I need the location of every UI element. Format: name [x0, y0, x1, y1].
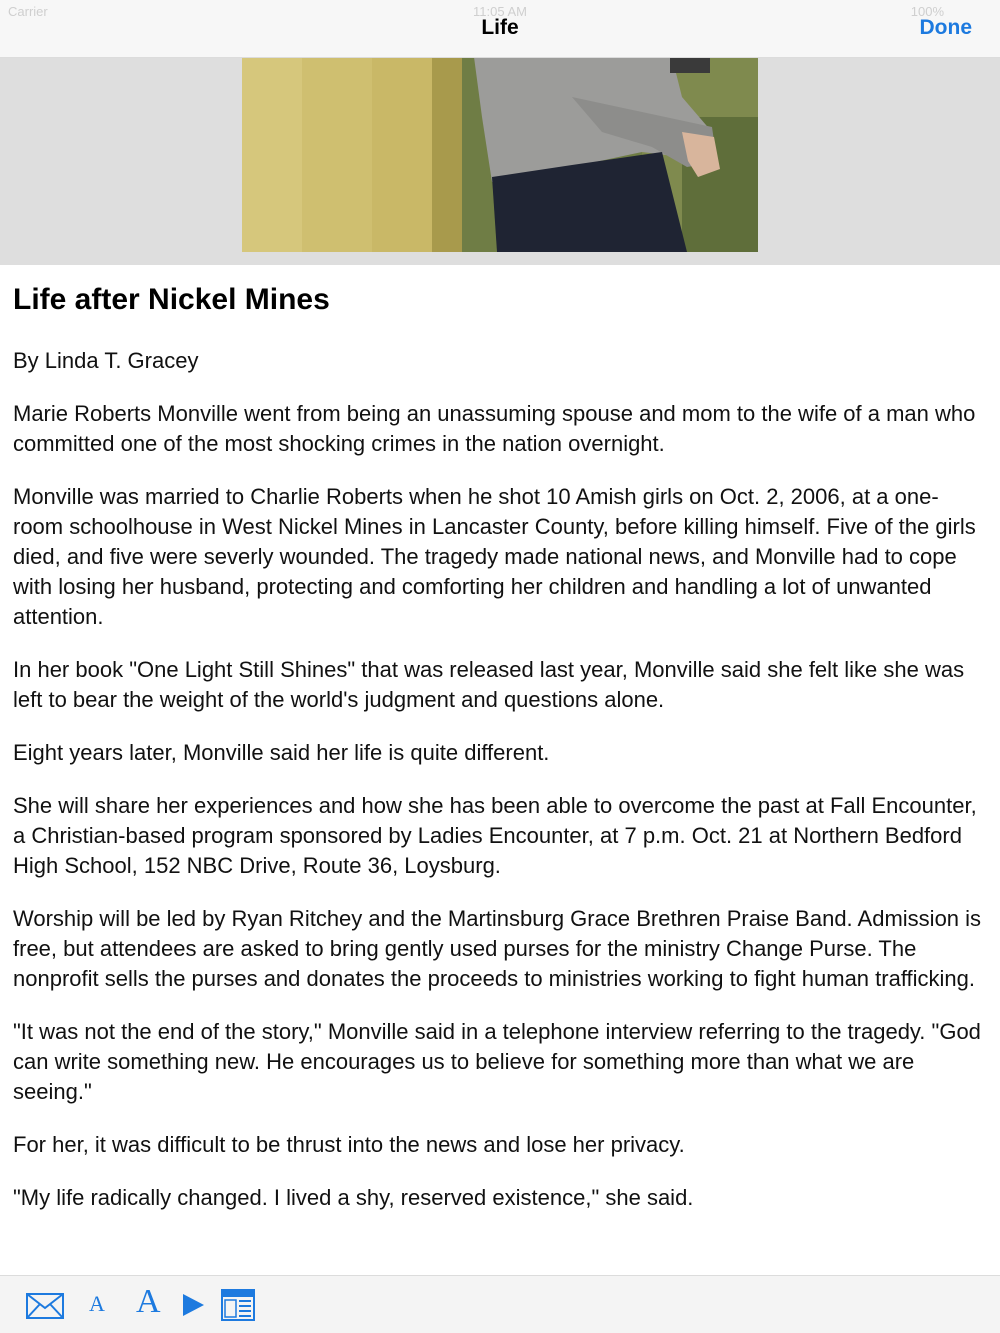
play-icon[interactable]	[181, 1293, 205, 1322]
bottom-toolbar	[0, 1275, 1000, 1333]
newspaper-icon[interactable]	[221, 1289, 255, 1326]
article-paragraph: Marie Roberts Monville went from being an unassuming spouse and mom to the wife of a man who committed one of the most shocking crimes in the nation overnight.	[13, 401, 976, 456]
hero-image-area	[0, 57, 1000, 265]
status-carrier: Carrier	[8, 4, 48, 19]
navigation-bar	[0, 0, 1000, 58]
status-battery: 100%	[910, 4, 944, 19]
done-button[interactable]: Done	[919, 16, 972, 39]
mail-icon[interactable]	[26, 1293, 64, 1324]
article-paragraph: Monville was married to Charlie Roberts when he shot 10 Amish girls on Oct. 2, 2006, at a one-room schoolhouse in West Nickel Mines in Lancaster County, before killing himself. Five of the girls died, and five were severly wounded. The tragedy made national news, and Monville had to cope with losing her husband, protecting and comforting her children and handling a lot of unwanted attention.	[13, 484, 976, 629]
article-body	[13, 276, 988, 1213]
article-paragraph: Worship will be led by Ryan Ritchey and the Martinsburg Grace Brethren Praise Band. Admission is free, but attendees are asked to bring gently used purses for the ministry Change Purse. The nonprofit sells the purses and donates the proceeds to ministries working to fight human trafficking.	[13, 906, 982, 991]
article-paragraph: "My life radically changed. I lived a shy, reserved existence," she said.	[13, 1185, 694, 1210]
font-increase-icon[interactable]: A	[136, 1283, 161, 1320]
font-decrease-icon[interactable]: A	[89, 1291, 105, 1316]
page-title: Life	[481, 16, 519, 39]
article-paragraph: In her book "One Light Still Shines" that was released last year, Monville said she felt like she was left to bear the weight of the world's judgment and questions alone.	[13, 657, 965, 712]
article-paragraph: For her, it was difficult to be thrust into the news and lose her privacy.	[13, 1132, 685, 1157]
article-photo[interactable]	[242, 57, 758, 252]
article-photo-graphic	[242, 57, 758, 252]
status-time: 11:05 AM	[473, 4, 527, 19]
article-paragraph: Eight years later, Monville said her life is quite different.	[13, 740, 550, 765]
article-headline: Life after Nickel Mines	[13, 283, 330, 316]
article-paragraph: "It was not the end of the story," Monville said in a telephone interview referring to the tragedy. "God can write something new. He encourages us to believe for something more than what we are seeing."	[13, 1019, 981, 1104]
article-byline: By Linda T. Gracey	[13, 348, 199, 373]
article-paragraph: She will share her experiences and how she has been able to overcome the past at Fall Encounter, a Christian-based program sponsored by Ladies Encounter, at 7 p.m. Oct. 21 at Northern Bedford High School, 152 NBC Drive, Route 36, Loysburg.	[13, 793, 977, 878]
